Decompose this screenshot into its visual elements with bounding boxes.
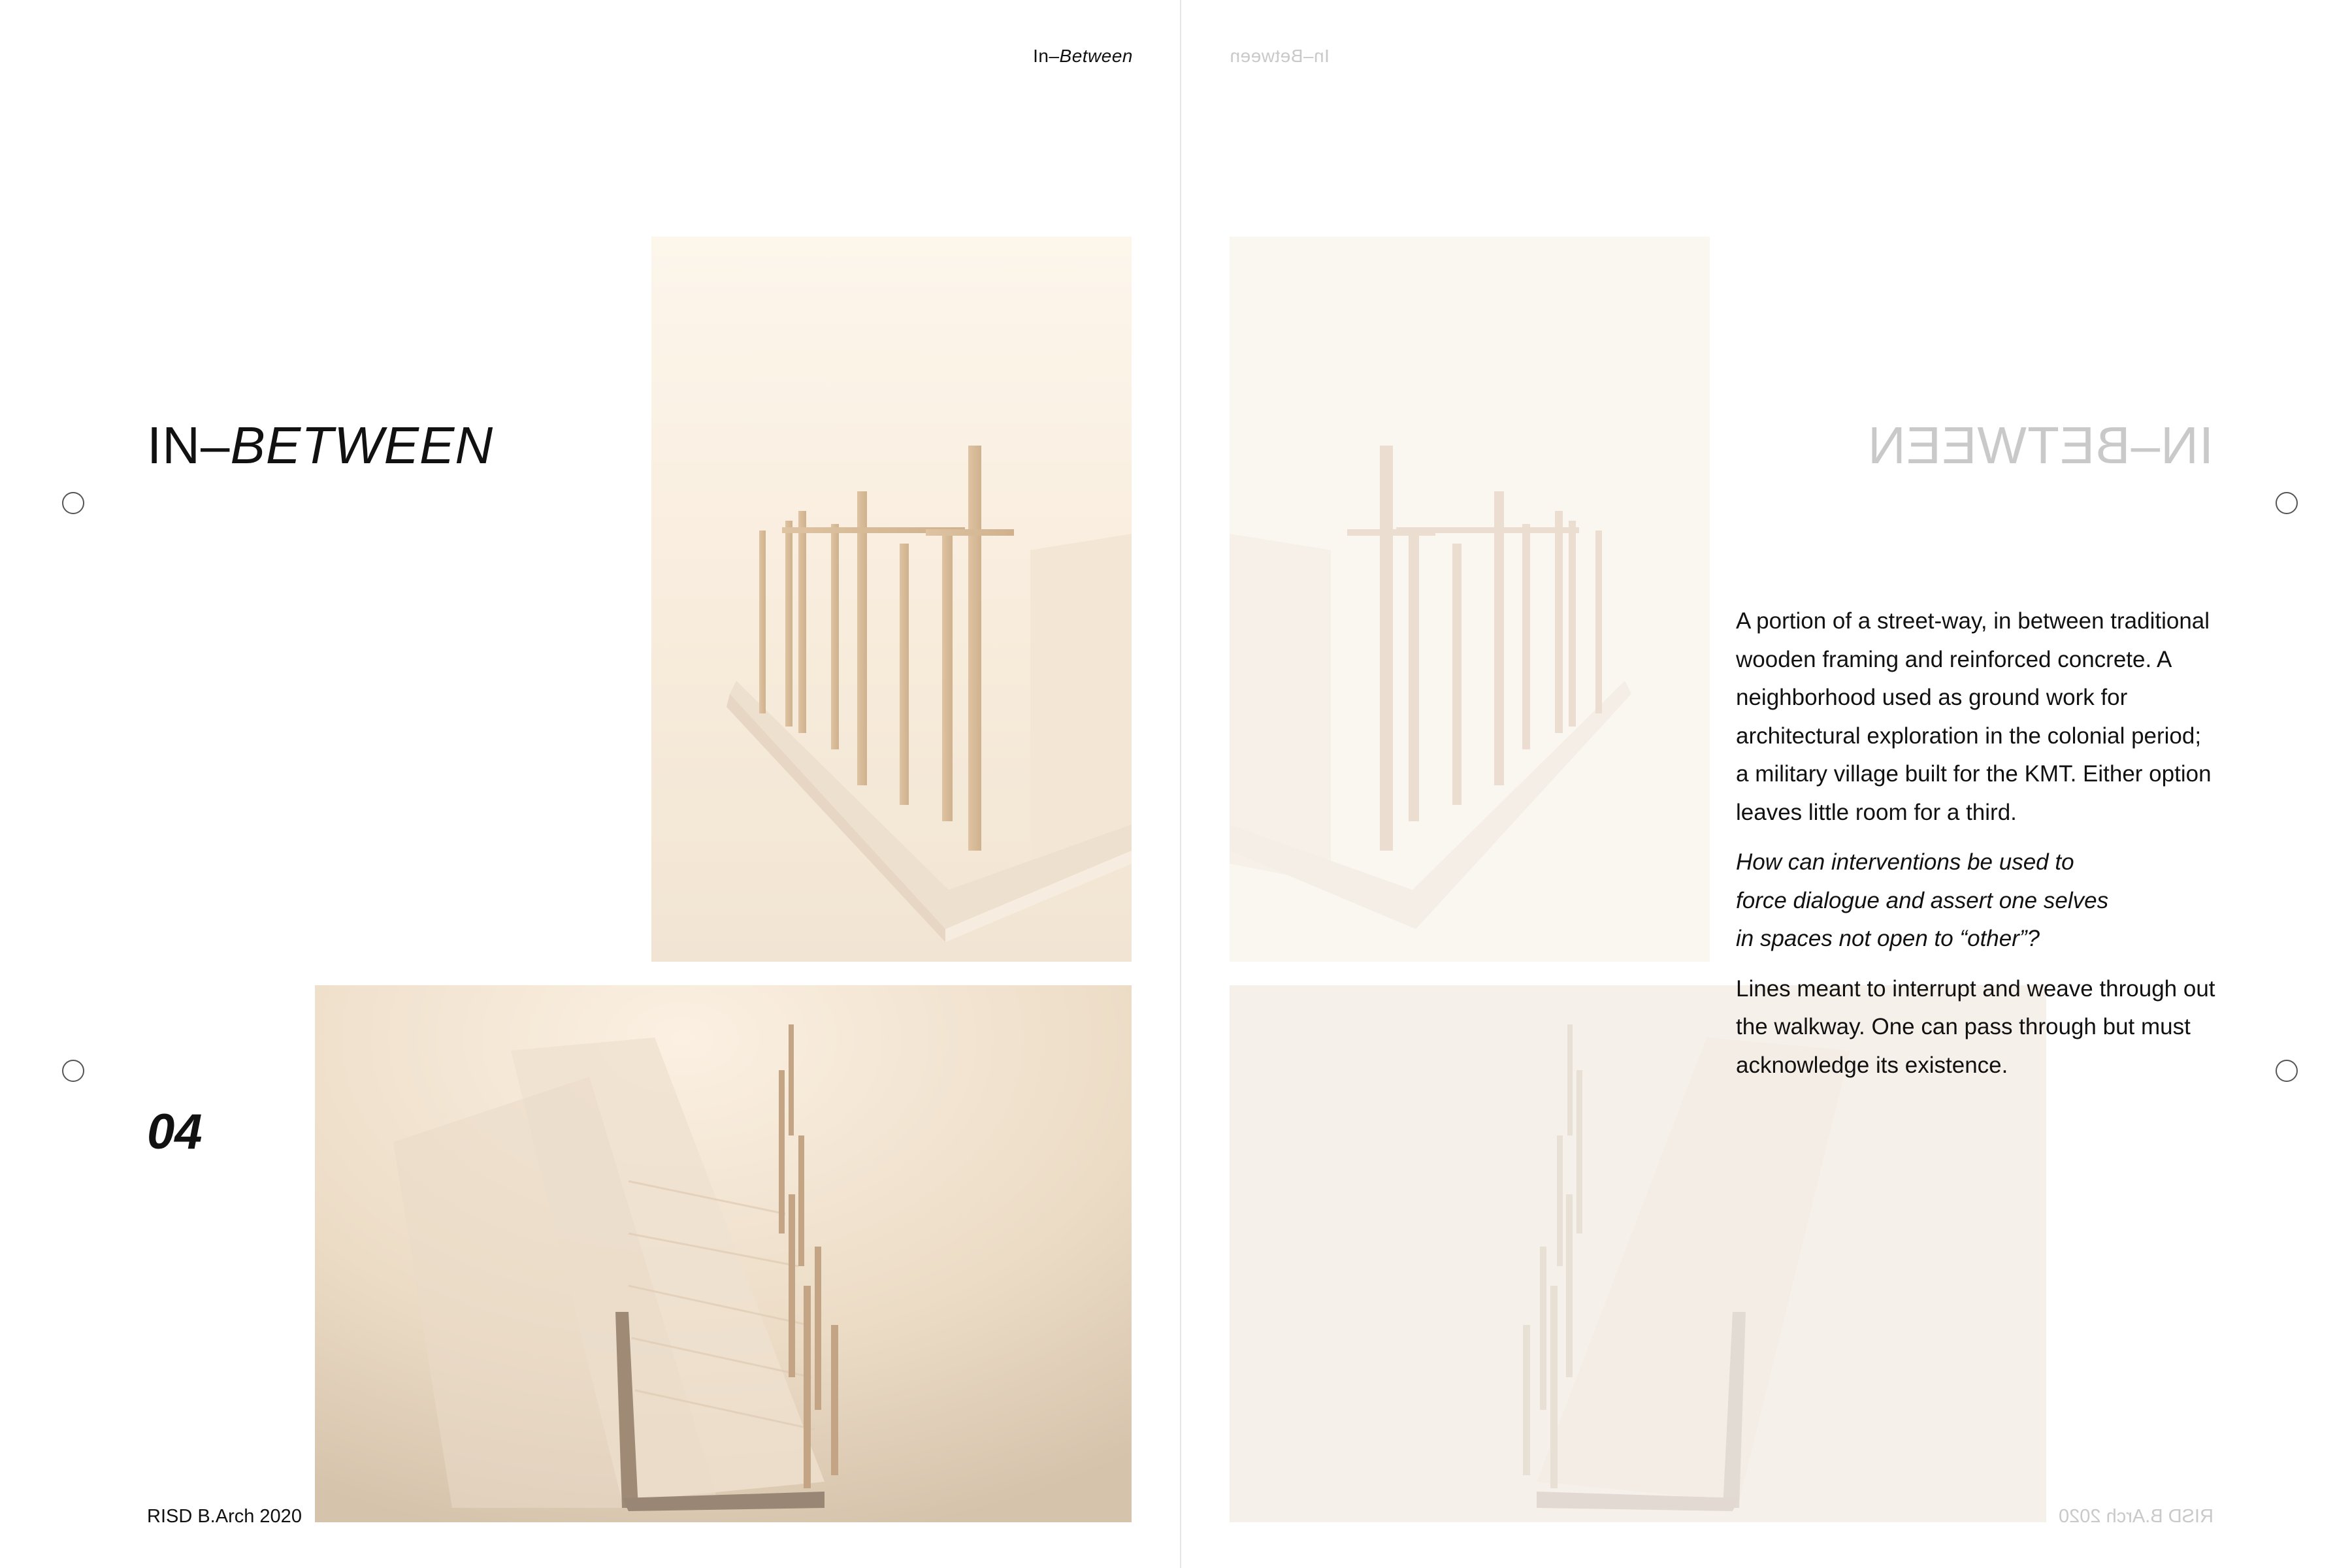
binder-hole-right-bottom <box>2276 1060 2298 1082</box>
model-photo-topdown <box>315 985 1132 1522</box>
ghost-photo-perspective <box>1230 237 1710 962</box>
binder-hole-left-top <box>62 492 84 514</box>
paragraph-question: How can interventions be used to force dialogue and assert one selves in spaces not open to “other”? <box>1736 849 2109 951</box>
body-text-block <box>1736 602 2219 1096</box>
binder-hole-left-bottom <box>62 1060 84 1082</box>
paragraph-intro: A portion of a street-way, in between traditional wooden framing and reinforced concrete. A neighborhood used as ground work for architectural exploration in the colonial period; a military village built for the KMT. Either option leaves little room for a third. <box>1736 608 2212 825</box>
binder-hole-right-top <box>2276 492 2298 514</box>
page-footer-left: RISD B.Arch 2020 <box>147 1506 302 1527</box>
running-head-right-mirrored: In–Between <box>1230 46 1330 66</box>
running-head-left: In–Between <box>1033 46 1133 66</box>
page-spine-divider <box>1180 0 1181 1568</box>
model-photo-perspective <box>651 237 1132 962</box>
paragraph-lines: Lines meant to interrupt and weave through out the walkway. One can pass through but must acknowledge its existence. <box>1736 975 2215 1078</box>
section-title: IN–BETWEEN <box>147 416 494 474</box>
chapter-number: 04 <box>147 1104 203 1160</box>
section-title-mirrored: IN–BETWEEN <box>1867 416 2213 474</box>
model-photo-perspective-graphic <box>651 237 1132 962</box>
ghost-photo-perspective-graphic <box>1230 237 1710 962</box>
model-photo-topdown-graphic <box>315 985 1132 1522</box>
page-footer-right-mirrored: RISD B.Arch 2020 <box>2059 1506 2213 1527</box>
